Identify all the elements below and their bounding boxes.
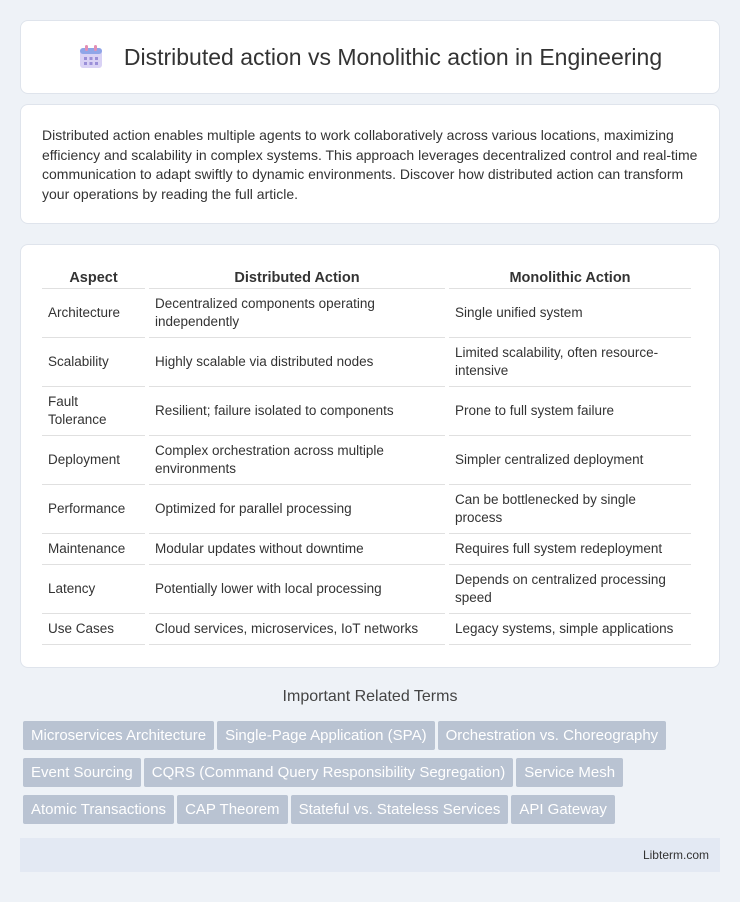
table-cell: Latency xyxy=(42,565,145,614)
table-cell: Decentralized components operating independently xyxy=(149,289,445,338)
term-tag[interactable]: Single-Page Application (SPA) xyxy=(217,721,435,750)
intro-text: Distributed action enables multiple agents to work collaboratively across various locations, maximizing efficiency and scalability in complex systems. This approach leverages decentralized control and real-time communication to adapt swiftly to dynamic environments. Discover how distributed action can transform your operations by reading the full article. xyxy=(42,127,698,202)
table-cell: Potentially lower with local processing xyxy=(149,565,445,614)
comparison-table-card xyxy=(20,244,720,668)
table-cell: Deployment xyxy=(42,436,145,485)
table-cell: Complex orchestration across multiple environments xyxy=(149,436,445,485)
column-header: Monolithic Action xyxy=(449,267,691,289)
term-tag[interactable]: CQRS (Command Query Responsibility Segregation) xyxy=(144,758,513,787)
table-cell: Optimized for parallel processing xyxy=(149,485,445,534)
table-cell: Single unified system xyxy=(449,289,691,338)
table-row xyxy=(42,614,691,645)
footer xyxy=(20,838,720,872)
table-row xyxy=(42,534,691,565)
table-row xyxy=(42,289,691,338)
table-cell: Prone to full system failure xyxy=(449,387,691,436)
table-cell: Maintenance xyxy=(42,534,145,565)
table-cell: Can be bottlenecked by single process xyxy=(449,485,691,534)
column-header: Distributed Action xyxy=(149,267,445,289)
table-cell: Requires full system redeployment xyxy=(449,534,691,565)
table-row xyxy=(42,436,691,485)
term-tag[interactable]: Orchestration vs. Choreography xyxy=(438,721,667,750)
calendar-icon xyxy=(78,44,104,70)
table-row xyxy=(42,387,691,436)
table-cell: Legacy systems, simple applications xyxy=(449,614,691,645)
related-terms-list xyxy=(23,721,723,832)
term-tag[interactable]: Stateful vs. Stateless Services xyxy=(291,795,509,824)
table-cell: Cloud services, microservices, IoT networks xyxy=(149,614,445,645)
table-cell: Use Cases xyxy=(42,614,145,645)
table-cell: Performance xyxy=(42,485,145,534)
term-tag[interactable]: Atomic Transactions xyxy=(23,795,174,824)
column-header: Aspect xyxy=(42,267,145,289)
table-cell: Modular updates without downtime xyxy=(149,534,445,565)
page-title: Distributed action vs Monolithic action in Engineering xyxy=(123,43,663,70)
table-header-row xyxy=(42,267,691,289)
header-card xyxy=(20,20,720,94)
table-cell: Limited scalability, often resource-intensive xyxy=(449,338,691,387)
term-tag[interactable]: Service Mesh xyxy=(516,758,623,787)
table-row xyxy=(42,565,691,614)
related-terms-title: Important Related Terms xyxy=(282,688,458,705)
term-tag[interactable]: CAP Theorem xyxy=(177,795,288,824)
comparison-table xyxy=(38,267,695,645)
term-tag[interactable]: API Gateway xyxy=(511,795,615,824)
table-row xyxy=(42,338,691,387)
table-cell: Scalability xyxy=(42,338,145,387)
table-cell: Simpler centralized deployment xyxy=(449,436,691,485)
table-cell: Fault Tolerance xyxy=(42,387,145,436)
term-tag[interactable]: Event Sourcing xyxy=(23,758,141,787)
intro-card xyxy=(20,104,720,224)
footer-site-link[interactable]: Libterm.com xyxy=(642,848,709,862)
table-row xyxy=(42,485,691,534)
table-cell: Highly scalable via distributed nodes xyxy=(149,338,445,387)
table-cell: Architecture xyxy=(42,289,145,338)
table-cell: Depends on centralized processing speed xyxy=(449,565,691,614)
table-cell: Resilient; failure isolated to components xyxy=(149,387,445,436)
term-tag[interactable]: Microservices Architecture xyxy=(23,721,214,750)
